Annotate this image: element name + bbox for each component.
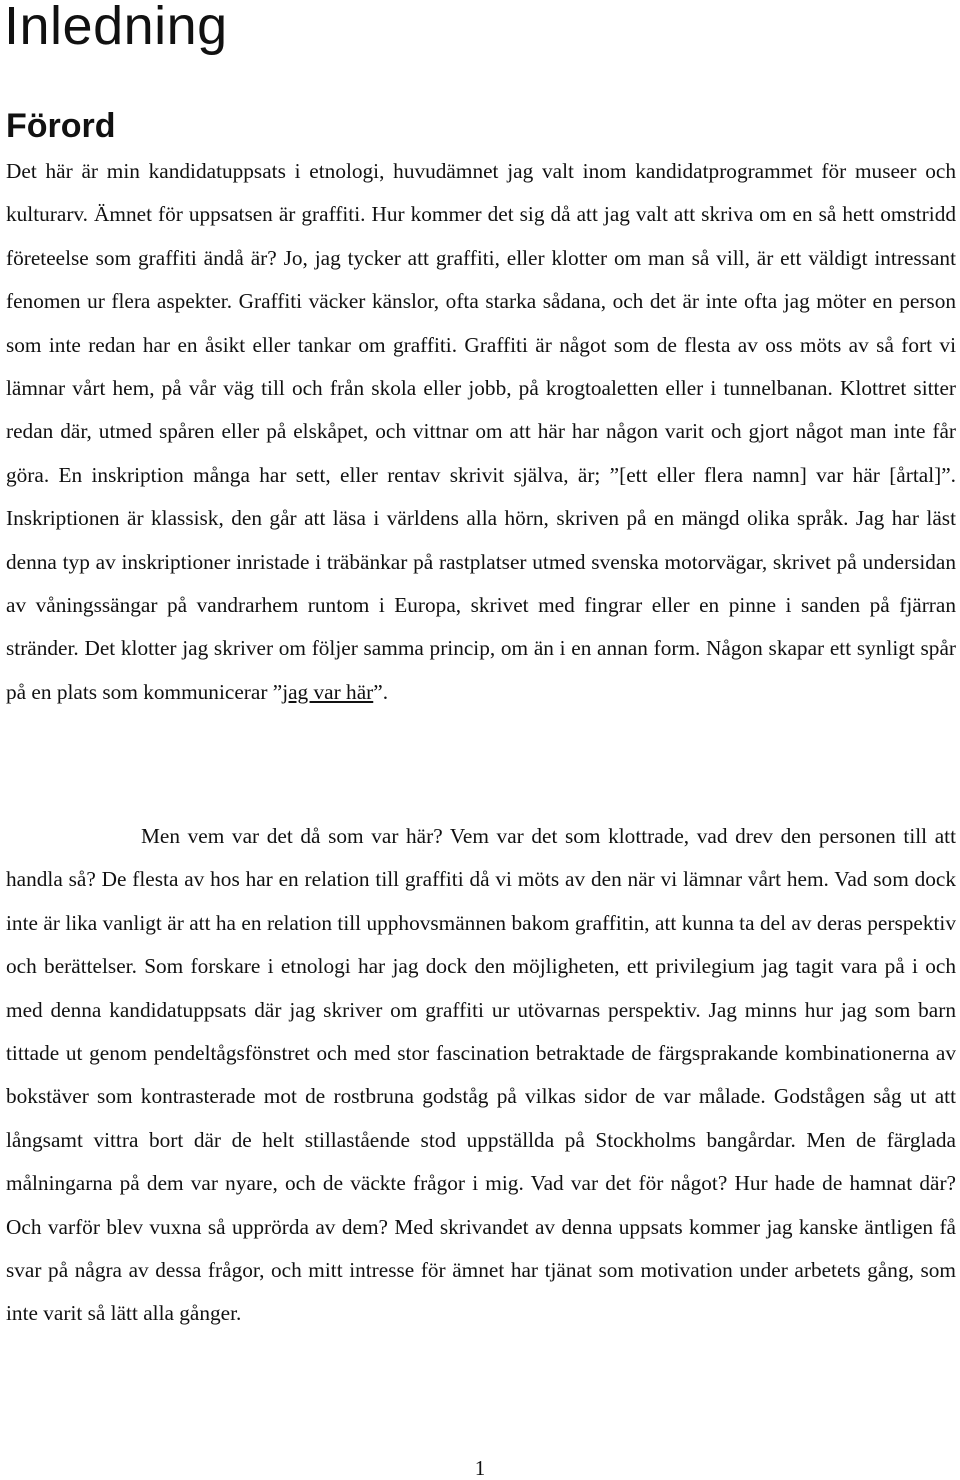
chapter-title: Inledning (4, 0, 228, 56)
paragraph-intro-end: ”. (373, 679, 389, 704)
paragraph-intro (6, 150, 956, 714)
paragraph-second: Men vem var det då som var här? Vem var det som klottrade, vad drev den personen till att handla så? De flesta av hos har en relation till graffiti då vi möts av den när vi lämnar vårt hem. Vad som dock inte är lika vanligt är att ha en relation till upphovsmännen bakom graffitin, att kunna ta del av deras perspektiv och berättelser. Som forskare i etnologi har jag dock den möjligheten, ett privilegium jag tagit vara på i och med denna kandidatuppsats där jag skriver om graffiti ur utövarnas perspektiv. Jag minns hur jag som barn tittade ut genom pendeltågsfönstret och med stor fascination betraktade de färgsprakande kombinationerna av bokstäver som kontrasterade mot de rostbruna godståg på vilkas sidor de var målade. Godstågen såg ut att långsamt vittra bort där de helt stillastående stod uppställda på Stockholms bangårdar. Men de färglada målningarna på dem var nyare, och de väckte frågor i mig. Vad var det för något? Hur hade de hamnat där? Och varför blev vuxna så upprörda av dem? Med skrivandet av denna uppsats kommer jag kanske äntligen få svar på några av dessa frågor, och mitt intresse för ämnet har tjänat som motivation under arbetets gång, som inte varit så lätt alla gånger. (6, 824, 956, 1326)
paragraph-intro-text: Det här är min kandidatuppsats i etnologi, huvudämnet jag valt inom kandidatprogrammet för museer och kulturarv. Ämnet för uppsatsen är graffiti. Hur kommer det sig då att jag valt att skriva om en så hett omstridd företeelse som graffiti ändå är? Jo, jag tycker att graffiti, eller klotter om man så vill, är ett väldigt intressant fenomen ur flera aspekter. Graffiti väcker känslor, ofta starka sådana, och det är inte ofta jag möter en person som inte redan har en åsikt eller tankar om graffiti. Graffiti är något som de flesta av oss möts av så fort vi lämnar vårt hem, på vår väg till och från skola eller jobb, på krogtoaletten eller i tunnelbanan. Klottret sitter redan där, utmed spåren eller på elskåpet, och vittnar om att här har någon varit och gjort något man inte får göra. En inskription många har sett, eller rentav skrivit själva, är; ”[ett eller flera namn] var här [årtal]”. Inskriptionen är klassisk, den går att läsa i världens alla hörn, skriven på en mängd olika språk. Jag har läst denna typ av inskriptioner inristade i träbänkar på rastplatser utmed svenska motorvägar, skrivet på undersidan av våningssängar på vandrarhem runtom i Europa, skrivet med fingrar eller en pinne i sanden på fjärran stränder. Det klotter jag skriver om följer samma princip, om än i en annan form. Någon skapar ett synligt spår på en plats som kommunicerar ” (6, 159, 956, 704)
page-number: 1 (474, 1456, 486, 1480)
section-heading: Förord (6, 107, 116, 145)
underlined-phrase: jag var här (282, 679, 374, 704)
